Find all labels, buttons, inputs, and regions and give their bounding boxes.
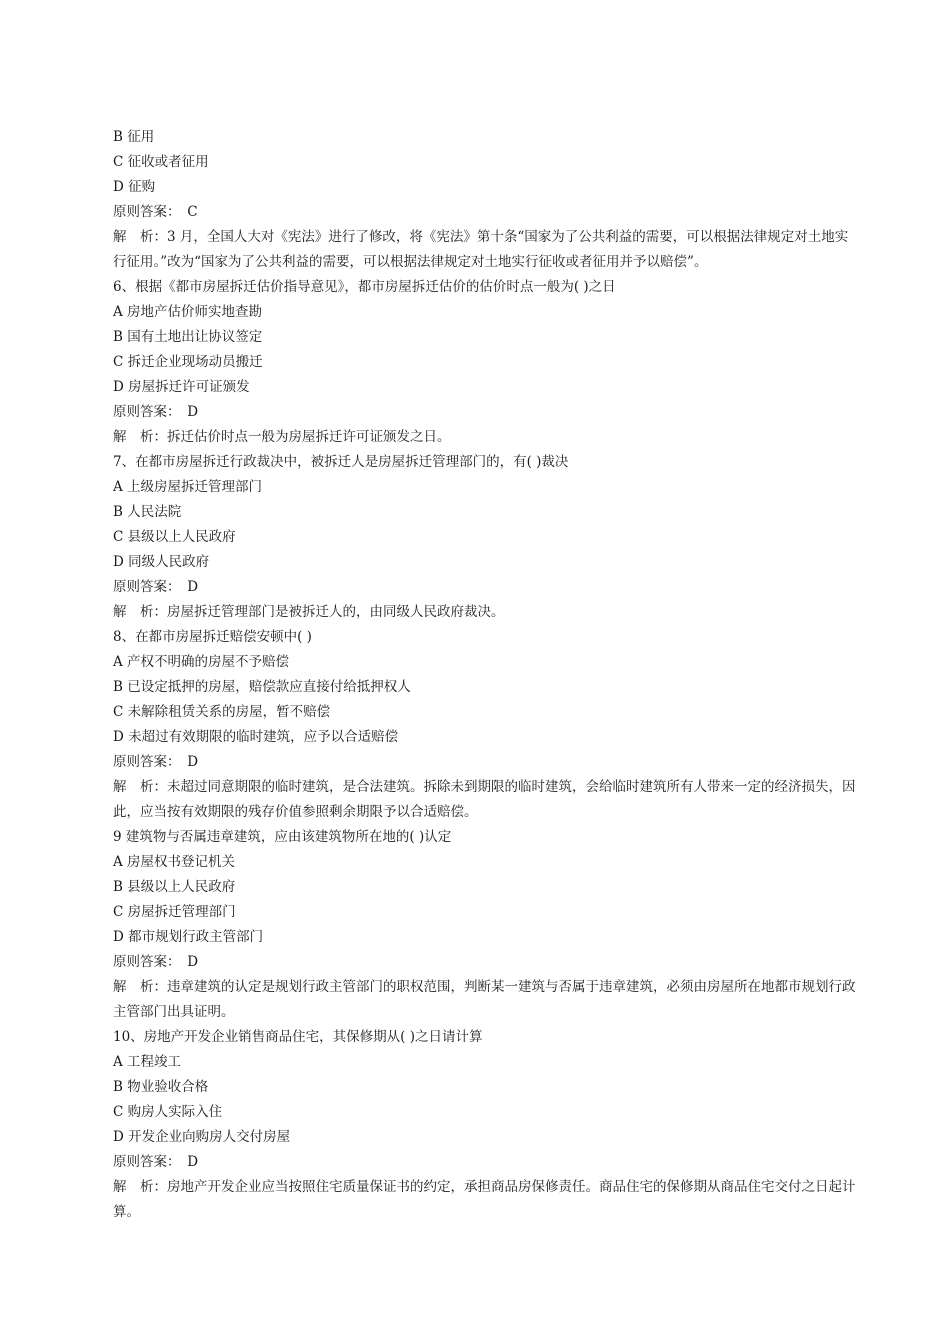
- answer-line: 原则答案： C: [113, 204, 198, 220]
- analysis-paragraph: 解 析：拆迁估价时点一般为房屋拆迁许可证颁发之日。: [113, 429, 451, 445]
- analysis-paragraph: 解 析：未超过同意期限的临时建筑，是合法建筑。拆除未到期限的临时建筑，会给临时建筑所有人带来一定的经济损失，因此，应当按有效期限的残存价值参照剩余期限予以合适赔偿。: [113, 779, 856, 820]
- answer-line: 原则答案： D: [113, 754, 199, 770]
- option-d-line: D 同级人民政府: [113, 554, 210, 570]
- analysis-paragraph: 解 析：房屋拆迁管理部门是被拆迁人的，由同级人民政府裁决。: [113, 604, 505, 620]
- answer-line: 原则答案： D: [113, 404, 199, 420]
- option-a-line: A 上级房屋拆迁管理部门: [113, 479, 263, 495]
- analysis-paragraph: 解 析：3 月，全国人大对《宪法》进行了修改，将《宪法》第十条“国家为了公共利益的需要，可以根据法律规定对土地实行征用。”改为“国家为了公共利益的需要，可以根据法律规定对土地实行征收或者征用并予以赔偿”。: [113, 229, 849, 270]
- option-d-line: D 都市规划行政主管部门: [113, 929, 264, 945]
- option-a-line: A 产权不明确的房屋不予赔偿: [113, 654, 290, 670]
- answer-line: 原则答案： D: [113, 1154, 199, 1170]
- option-b-line: B 县级以上人民政府: [113, 879, 236, 895]
- option-a-line: A 工程竣工: [113, 1054, 182, 1070]
- option-a-line: A 房屋权书登记机关: [113, 854, 236, 870]
- document-body: [113, 125, 858, 1225]
- question-6: 6、根据《都市房屋拆迁估价指导意见》，都市房屋拆迁估价的估价时点一般为( )之日: [113, 279, 616, 295]
- answer-line: 原则答案： D: [113, 954, 199, 970]
- question-9: 9 建筑物与否属违章建筑，应由该建筑物所在地的( )认定: [113, 829, 452, 845]
- option-d-line: D 开发企业向购房人交付房屋: [113, 1129, 291, 1145]
- option-c-line: C 房屋拆迁管理部门: [113, 904, 236, 920]
- question-7: 7、在都市房屋拆迁行政裁决中，被拆迁人是房屋拆迁管理部门的，有( )裁决: [113, 454, 569, 470]
- option-a-line: A 房地产估价师实地查勘: [113, 304, 263, 320]
- option-b-line: B 物业验收合格: [113, 1079, 209, 1095]
- option-b-line: B 人民法院: [113, 504, 182, 520]
- option-c-line: C 征收或者征用: [113, 154, 209, 170]
- analysis-paragraph: 解 析：房地产开发企业应当按照住宅质量保证书的约定，承担商品房保修责任。商品住宅的保修期从商品住宅交付之日起计算。: [113, 1179, 856, 1220]
- option-c-line: C 县级以上人民政府: [113, 529, 236, 545]
- question-10: 10、房地产开发企业销售商品住宅，其保修期从( )之日请计算: [113, 1029, 483, 1045]
- option-d-line: D 未超过有效期限的临时建筑，应予以合适赔偿: [113, 729, 399, 745]
- option-c-line: C 未解除租赁关系的房屋，暂不赔偿: [113, 704, 331, 720]
- option-b-line: B 征用: [113, 129, 155, 145]
- answer-line: 原则答案： D: [113, 579, 199, 595]
- option-b-line: B 国有土地出让协议签定: [113, 329, 263, 345]
- question-8: 8、在都市房屋拆迁赔偿安顿中( ): [113, 629, 312, 645]
- option-d-line: D 房屋拆迁许可证颁发: [113, 379, 250, 395]
- option-b-line: B 已设定抵押的房屋，赔偿款应直接付给抵押权人: [113, 679, 411, 695]
- option-d-line: D 征购: [113, 179, 156, 195]
- option-c-line: C 拆迁企业现场动员搬迁: [113, 354, 263, 370]
- option-c-line: C 购房人实际入住: [113, 1104, 223, 1120]
- analysis-paragraph: 解 析：违章建筑的认定是规划行政主管部门的职权范围，判断某一建筑与否属于违章建筑，必须由房屋所在地都市规划行政主管部门出具证明。: [113, 979, 856, 1020]
